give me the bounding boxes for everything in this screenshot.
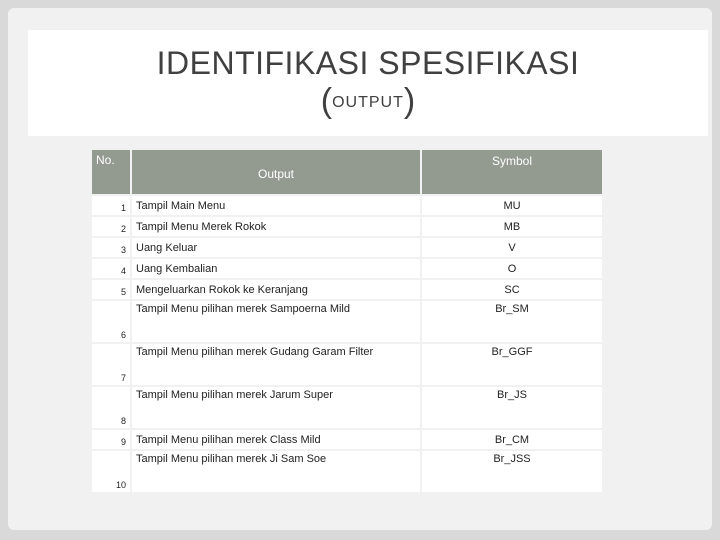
row-symbol: Br_CM (421, 429, 603, 450)
subtitle-close-paren: ) (403, 82, 416, 120)
table-row (91, 343, 603, 386)
row-symbol: V (421, 237, 603, 258)
header-no: No. (91, 149, 131, 195)
table-header-row (91, 149, 603, 195)
row-output: Tampil Main Menu (131, 195, 421, 216)
row-output: Tampil Menu pilihan merek Jarum Super (131, 386, 421, 429)
subtitle-open-paren: ( (320, 82, 333, 120)
row-symbol: MU (421, 195, 603, 216)
table-row (91, 258, 603, 279)
table-row (91, 195, 603, 216)
row-output: Tampil Menu pilihan merek Sampoerna Mild (131, 300, 421, 343)
spec-table (90, 148, 604, 494)
table-row (91, 450, 603, 493)
row-no: 9 (91, 429, 131, 450)
row-no: 8 (91, 386, 131, 429)
table-row (91, 216, 603, 237)
row-output: Uang Keluar (131, 237, 421, 258)
row-output: Mengeluarkan Rokok ke Keranjang (131, 279, 421, 300)
row-no: 3 (91, 237, 131, 258)
row-output: Tampil Menu pilihan merek Class Mild (131, 429, 421, 450)
row-output: Tampil Menu pilihan merek Gudang Garam Filter (131, 343, 421, 386)
row-symbol: Br_JS (421, 386, 603, 429)
row-no: 5 (91, 279, 131, 300)
row-output: Tampil Menu pilihan merek Ji Sam Soe (131, 450, 421, 493)
row-output: Tampil Menu Merek Rokok (131, 216, 421, 237)
page-subtitle (28, 82, 708, 122)
row-output: Uang Kembalian (131, 258, 421, 279)
row-no: 2 (91, 216, 131, 237)
row-no: 10 (91, 450, 131, 493)
table-row (91, 300, 603, 343)
row-symbol: Br_GGF (421, 343, 603, 386)
row-symbol: O (421, 258, 603, 279)
page-title: IDENTIFIKASI SPESIFIKASI (156, 45, 580, 81)
header-symbol: Symbol (421, 149, 603, 195)
table-row (91, 386, 603, 429)
row-no: 6 (91, 300, 131, 343)
table-row (91, 279, 603, 300)
row-no: 4 (91, 258, 131, 279)
row-symbol: Br_JSS (421, 450, 603, 493)
title-box (28, 30, 708, 136)
row-no: 1 (91, 195, 131, 216)
row-symbol: Br_SM (421, 300, 603, 343)
table-row (91, 237, 603, 258)
row-symbol: MB (421, 216, 603, 237)
subtitle-text: OUTPUT (332, 94, 404, 112)
table-row (91, 429, 603, 450)
row-no: 7 (91, 343, 131, 386)
row-symbol: SC (421, 279, 603, 300)
header-output: Output (131, 149, 421, 195)
